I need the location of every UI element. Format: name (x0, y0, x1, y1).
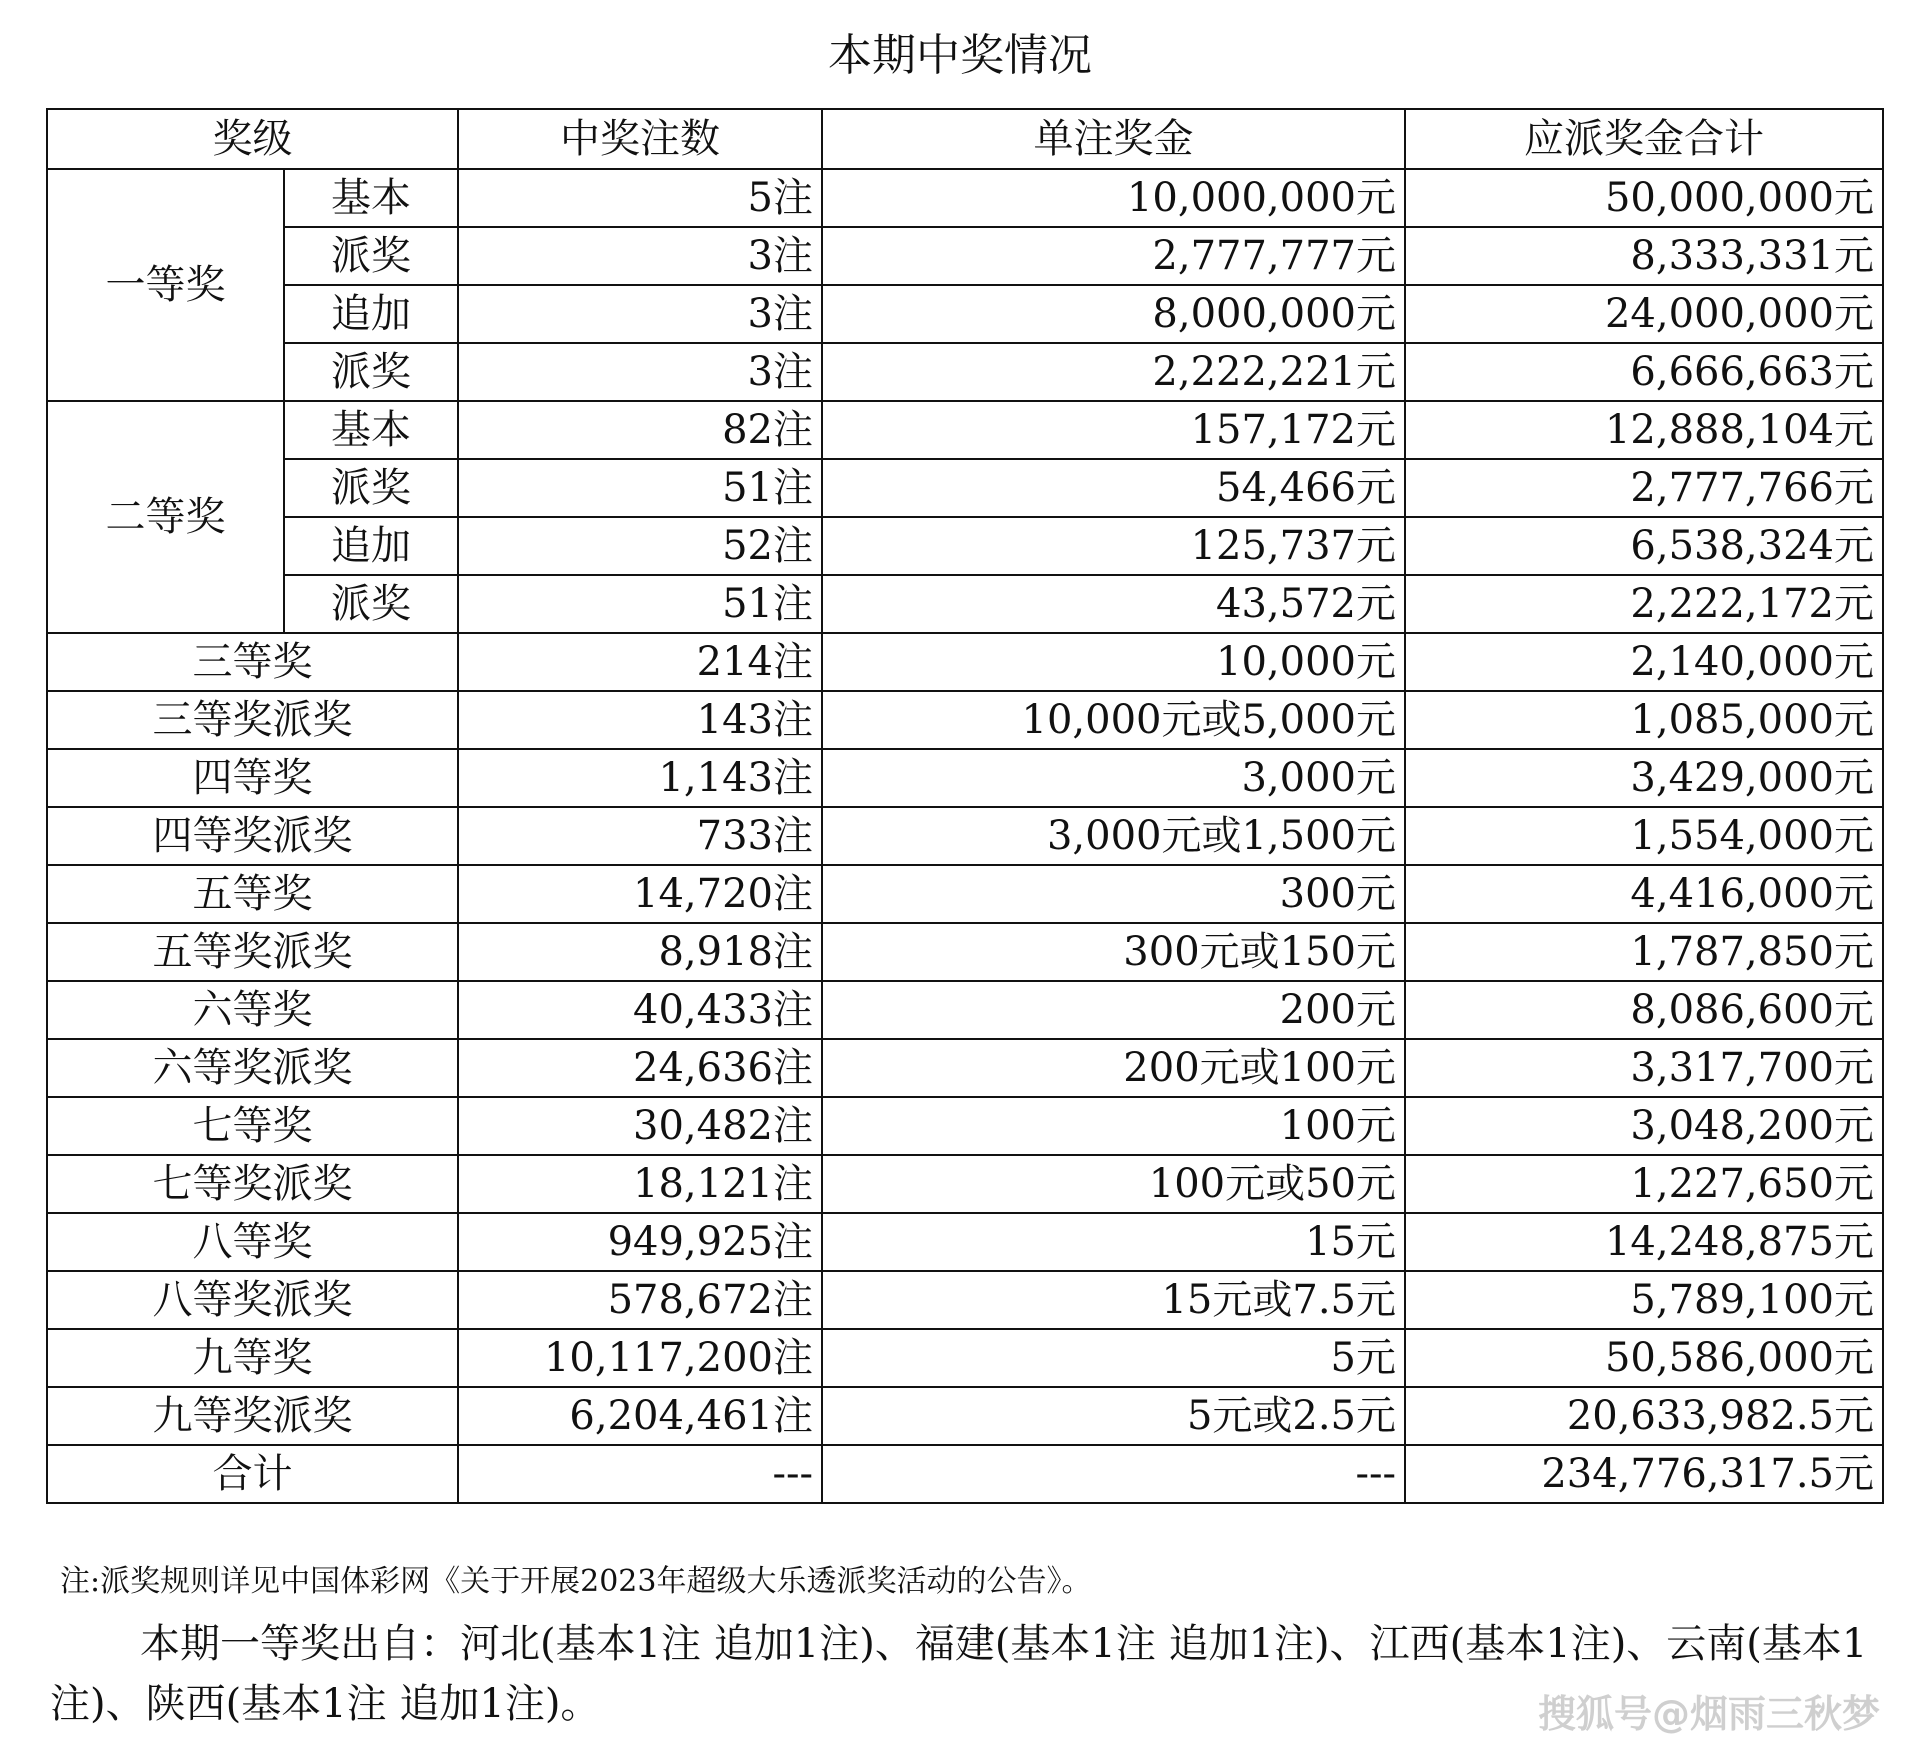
unit-prize: 3,000元或1,500元 (822, 807, 1405, 865)
win-count: 30,482注 (458, 1097, 822, 1155)
unit-prize: 3,000元 (822, 749, 1405, 807)
win-count: 1,143注 (458, 749, 822, 807)
unit-prize: 5元或2.5元 (822, 1387, 1405, 1445)
header-row (47, 109, 1883, 169)
unit-prize: 10,000,000元 (822, 169, 1405, 227)
total-prize: 1,554,000元 (1405, 807, 1883, 865)
unit-prize: 2,777,777元 (822, 227, 1405, 285)
group-level-name: 二等奖 (47, 401, 284, 633)
total-prize: 2,140,000元 (1405, 633, 1883, 691)
table-row (47, 923, 1883, 981)
table-row (47, 1097, 1883, 1155)
win-count: 40,433注 (458, 981, 822, 1039)
total-prize: 50,000,000元 (1405, 169, 1883, 227)
win-count: 51注 (458, 575, 822, 633)
table-row (47, 1271, 1883, 1329)
total-prize: 24,000,000元 (1405, 285, 1883, 343)
win-count: 3注 (458, 285, 822, 343)
table-row (47, 1039, 1883, 1097)
unit-prize: 10,000元或5,000元 (822, 691, 1405, 749)
table-row (47, 459, 1883, 517)
unit-prize: 200元 (822, 981, 1405, 1039)
total-prize: 50,586,000元 (1405, 1329, 1883, 1387)
win-count: 51注 (458, 459, 822, 517)
win-count: 733注 (458, 807, 822, 865)
total-prize: 5,789,100元 (1405, 1271, 1883, 1329)
win-count: 214注 (458, 633, 822, 691)
unit-prize: 5元 (822, 1329, 1405, 1387)
win-count: 3注 (458, 227, 822, 285)
summary-total: 234,776,317.5元 (1405, 1445, 1883, 1503)
total-prize: 3,317,700元 (1405, 1039, 1883, 1097)
win-count: 10,117,200注 (458, 1329, 822, 1387)
total-prize: 4,416,000元 (1405, 865, 1883, 923)
watermark: 搜狐号@烟雨三秋梦 (1537, 1692, 1880, 1736)
total-prize: 6,538,324元 (1405, 517, 1883, 575)
win-count: 14,720注 (458, 865, 822, 923)
footnote: 注:派奖规则详见中国体彩网《关于开展2023年超级大乐透派奖活动的公告》。 (60, 1564, 1092, 1599)
unit-prize: 2,222,221元 (822, 343, 1405, 401)
win-count: 24,636注 (458, 1039, 822, 1097)
table-row (47, 343, 1883, 401)
win-count: 82注 (458, 401, 822, 459)
summary-row (47, 1445, 1883, 1503)
table-row (47, 807, 1883, 865)
table-row (47, 401, 1883, 459)
total-prize: 6,666,663元 (1405, 343, 1883, 401)
prize-level: 五等奖派奖 (47, 923, 458, 981)
prize-table (46, 108, 1884, 1504)
total-prize: 3,048,200元 (1405, 1097, 1883, 1155)
win-count: 8,918注 (458, 923, 822, 981)
prize-level: 六等奖派奖 (47, 1039, 458, 1097)
header-total: 应派奖金合计 (1405, 109, 1883, 169)
table-row (47, 517, 1883, 575)
win-count: 6,204,461注 (458, 1387, 822, 1445)
table-row (47, 575, 1883, 633)
table-row (47, 285, 1883, 343)
prize-level: 四等奖派奖 (47, 807, 458, 865)
total-prize: 20,633,982.5元 (1405, 1387, 1883, 1445)
unit-prize: 100元 (822, 1097, 1405, 1155)
sub-level: 追加 (284, 285, 458, 343)
sub-level: 派奖 (284, 343, 458, 401)
unit-prize: 43,572元 (822, 575, 1405, 633)
table-row (47, 749, 1883, 807)
summary-prize: --- (822, 1445, 1405, 1503)
page-title: 本期中奖情况 (828, 30, 1092, 81)
summary-label: 合计 (47, 1445, 458, 1503)
unit-prize: 54,466元 (822, 459, 1405, 517)
prize-level: 八等奖 (47, 1213, 458, 1271)
header-level: 奖级 (47, 109, 458, 169)
table-row (47, 691, 1883, 749)
sub-level: 派奖 (284, 227, 458, 285)
sub-level: 追加 (284, 517, 458, 575)
unit-prize: 157,172元 (822, 401, 1405, 459)
total-prize: 2,777,766元 (1405, 459, 1883, 517)
total-prize: 1,787,850元 (1405, 923, 1883, 981)
sub-level: 派奖 (284, 575, 458, 633)
total-prize: 2,222,172元 (1405, 575, 1883, 633)
table-row (47, 1329, 1883, 1387)
prize-level: 八等奖派奖 (47, 1271, 458, 1329)
prize-level: 三等奖 (47, 633, 458, 691)
win-count: 5注 (458, 169, 822, 227)
sub-level: 基本 (284, 401, 458, 459)
win-count: 578,672注 (458, 1271, 822, 1329)
summary-count: --- (458, 1445, 822, 1503)
table-row (47, 865, 1883, 923)
total-prize: 8,086,600元 (1405, 981, 1883, 1039)
unit-prize: 300元 (822, 865, 1405, 923)
table-row (47, 981, 1883, 1039)
total-prize: 1,085,000元 (1405, 691, 1883, 749)
prize-level: 五等奖 (47, 865, 458, 923)
win-count: 3注 (458, 343, 822, 401)
unit-prize: 8,000,000元 (822, 285, 1405, 343)
total-prize: 14,248,875元 (1405, 1213, 1883, 1271)
total-prize: 3,429,000元 (1405, 749, 1883, 807)
total-prize: 12,888,104元 (1405, 401, 1883, 459)
prize-level: 九等奖 (47, 1329, 458, 1387)
header-count: 中奖注数 (458, 109, 822, 169)
prize-level: 四等奖 (47, 749, 458, 807)
prize-level: 六等奖 (47, 981, 458, 1039)
table-row (47, 1213, 1883, 1271)
group-level-name: 一等奖 (47, 169, 284, 401)
table-row (47, 227, 1883, 285)
table-row (47, 1387, 1883, 1445)
unit-prize: 15元或7.5元 (822, 1271, 1405, 1329)
table-row (47, 169, 1883, 227)
unit-prize: 15元 (822, 1213, 1405, 1271)
win-count: 949,925注 (458, 1213, 822, 1271)
prize-level: 七等奖派奖 (47, 1155, 458, 1213)
sub-level: 基本 (284, 169, 458, 227)
total-prize: 1,227,650元 (1405, 1155, 1883, 1213)
unit-prize: 125,737元 (822, 517, 1405, 575)
table-row (47, 1155, 1883, 1213)
unit-prize: 100元或50元 (822, 1155, 1405, 1213)
unit-prize: 300元或150元 (822, 923, 1405, 981)
unit-prize: 200元或100元 (822, 1039, 1405, 1097)
win-count: 52注 (458, 517, 822, 575)
table-row (47, 633, 1883, 691)
win-count: 143注 (458, 691, 822, 749)
prize-level: 七等奖 (47, 1097, 458, 1155)
prize-level: 九等奖派奖 (47, 1387, 458, 1445)
first-prize-origin-paragraph: 本期一等奖出自：河北(基本1注 追加1注)、福建(基本1注 追加1注)、江西(基本1注)、云南(基本1注)、陕西(基本1注 追加1注)。 (50, 1621, 1868, 1727)
total-prize: 8,333,331元 (1405, 227, 1883, 285)
prize-level: 三等奖派奖 (47, 691, 458, 749)
unit-prize: 10,000元 (822, 633, 1405, 691)
win-count: 18,121注 (458, 1155, 822, 1213)
header-prize: 单注奖金 (822, 109, 1405, 169)
sub-level: 派奖 (284, 459, 458, 517)
